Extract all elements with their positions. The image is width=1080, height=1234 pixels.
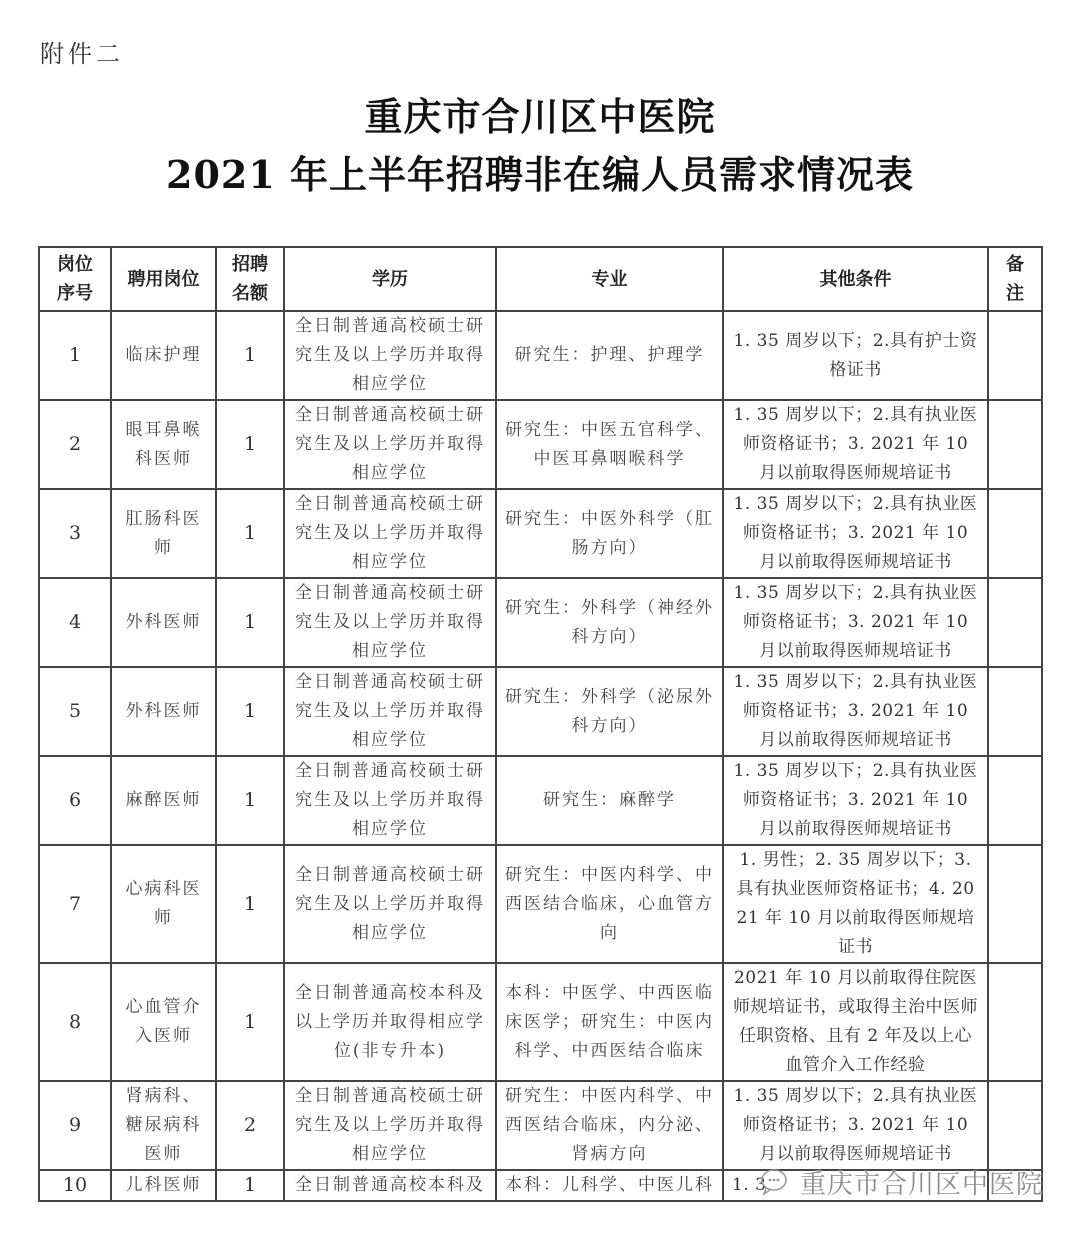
cell-major: 本科：儿科学、中医儿科 bbox=[496, 1170, 723, 1201]
cell-seq: 2 bbox=[39, 400, 111, 489]
cell-remarks bbox=[988, 963, 1042, 1081]
recruitment-requirements-table bbox=[38, 246, 1043, 1202]
cell-position: 心血管介入医师 bbox=[111, 963, 216, 1081]
cell-position: 肛肠科医师 bbox=[111, 489, 216, 578]
attachment-label: 附件二 bbox=[40, 40, 124, 68]
table-row bbox=[39, 756, 1042, 845]
table-row bbox=[39, 311, 1042, 400]
cell-position: 眼耳鼻喉科医师 bbox=[111, 400, 216, 489]
cell-education: 全日制普通高校硕士研究生及以上学历并取得相应学位 bbox=[284, 845, 496, 963]
cell-major: 研究生：中医内科学、中西医结合临床，心血管方向 bbox=[496, 845, 723, 963]
cell-conditions: 1. 3 bbox=[723, 1170, 988, 1201]
cell-major: 研究生：外科学（神经外科方向） bbox=[496, 578, 723, 667]
cell-major: 本科：中医学、中西医临床医学；研究生：中医内科学、中西医结合临床 bbox=[496, 963, 723, 1081]
cell-remarks bbox=[988, 756, 1042, 845]
cell-remarks bbox=[988, 1081, 1042, 1170]
cell-major: 研究生：中医外科学（肛肠方向） bbox=[496, 489, 723, 578]
cell-seq: 5 bbox=[39, 667, 111, 756]
cell-remarks bbox=[988, 311, 1042, 400]
cell-conditions: 2021 年 10 月以前取得住院医师规培证书，或取得主治中医师任职资格、且有 2 年及以上心血管介入工作经验 bbox=[723, 963, 988, 1081]
header-seq: 岗位 序号 bbox=[39, 247, 111, 311]
header-remarks: 备 注 bbox=[988, 247, 1042, 311]
cell-education: 全日制普通高校本科及 bbox=[284, 1170, 496, 1201]
cell-education: 全日制普通高校硕士研究生及以上学历并取得相应学位 bbox=[284, 578, 496, 667]
header-education: 学历 bbox=[284, 247, 496, 311]
cell-quota: 1 bbox=[216, 311, 284, 400]
cell-quota: 2 bbox=[216, 1081, 284, 1170]
cell-remarks bbox=[988, 845, 1042, 963]
cell-conditions: 1. 男性；2. 35 周岁以下；3.具有执业医师资格证书；4. 2021 年 10 月以前取得医师规培证书 bbox=[723, 845, 988, 963]
cell-seq: 6 bbox=[39, 756, 111, 845]
cell-quota: 1 bbox=[216, 667, 284, 756]
table-row bbox=[39, 845, 1042, 963]
cell-major: 研究生：外科学（泌尿外科方向） bbox=[496, 667, 723, 756]
cell-position: 儿科医师 bbox=[111, 1170, 216, 1201]
table-row bbox=[39, 400, 1042, 489]
table-row bbox=[39, 1081, 1042, 1170]
cell-quota: 1 bbox=[216, 963, 284, 1081]
cell-conditions: 1. 35 周岁以下；2.具有执业医师资格证书；3. 2021 年 10 月以前取得医师规培证书 bbox=[723, 667, 988, 756]
cell-seq: 1 bbox=[39, 311, 111, 400]
cell-remarks bbox=[988, 578, 1042, 667]
cell-quota: 1 bbox=[216, 756, 284, 845]
cell-major: 研究生：麻醉学 bbox=[496, 756, 723, 845]
header-major: 专业 bbox=[496, 247, 723, 311]
cell-major: 研究生：护理、护理学 bbox=[496, 311, 723, 400]
header-position: 聘用岗位 bbox=[111, 247, 216, 311]
cell-conditions: 1. 35 周岁以下；2.具有执业医师资格证书；3. 2021 年 10 月以前取得医师规培证书 bbox=[723, 400, 988, 489]
cell-remarks bbox=[988, 400, 1042, 489]
cell-major: 研究生：中医内科学、中西医结合临床，内分泌、肾病方向 bbox=[496, 1081, 723, 1170]
document-title-subject: 2021 年上半年招聘非在编人员需求情况表 bbox=[166, 152, 914, 197]
cell-education: 全日制普通高校硕士研究生及以上学历并取得相应学位 bbox=[284, 756, 496, 845]
cell-position: 肾病科、糖尿病科医师 bbox=[111, 1081, 216, 1170]
cell-conditions: 1. 35 周岁以下；2.具有执业医师资格证书；3. 2021 年 10 月以前取得医师规培证书 bbox=[723, 578, 988, 667]
wechat-icon bbox=[760, 1167, 794, 1197]
header-quota: 招聘 名额 bbox=[216, 247, 284, 311]
cell-seq: 10 bbox=[39, 1170, 111, 1201]
wechat-account-watermark bbox=[760, 1164, 1043, 1200]
cell-position: 心病科医师 bbox=[111, 845, 216, 963]
cell-quota: 1 bbox=[216, 578, 284, 667]
cell-quota: 1 bbox=[216, 1170, 284, 1201]
cell-remarks bbox=[988, 489, 1042, 578]
cell-seq: 3 bbox=[39, 489, 111, 578]
table-row bbox=[39, 578, 1042, 667]
document-title-hospital: 重庆市合川区中医院 bbox=[364, 94, 716, 139]
table-row bbox=[39, 963, 1042, 1081]
cell-seq: 9 bbox=[39, 1081, 111, 1170]
table-row bbox=[39, 667, 1042, 756]
cell-position: 外科医师 bbox=[111, 667, 216, 756]
cell-conditions: 1. 35 周岁以下；2.具有执业医师资格证书；3. 2021 年 10 月以前取得医师规培证书 bbox=[723, 756, 988, 845]
cell-education: 全日制普通高校硕士研究生及以上学历并取得相应学位 bbox=[284, 1081, 496, 1170]
cell-education: 全日制普通高校本科及以上学历并取得相应学位(非专升本) bbox=[284, 963, 496, 1081]
cell-quota: 1 bbox=[216, 400, 284, 489]
cell-position: 临床护理 bbox=[111, 311, 216, 400]
cell-seq: 4 bbox=[39, 578, 111, 667]
table-header-row bbox=[39, 247, 1042, 311]
cell-education: 全日制普通高校硕士研究生及以上学历并取得相应学位 bbox=[284, 489, 496, 578]
watermark-text: 重庆市合川区中医院 bbox=[800, 1169, 1044, 1200]
cell-quota: 1 bbox=[216, 489, 284, 578]
cell-conditions: 1. 35 周岁以下；2.具有护士资格证书 bbox=[723, 311, 988, 400]
cell-conditions: 1. 35 周岁以下；2.具有执业医师资格证书；3. 2021 年 10 月以前取得医师规培证书 bbox=[723, 489, 988, 578]
cell-seq: 8 bbox=[39, 963, 111, 1081]
cell-seq: 7 bbox=[39, 845, 111, 963]
cell-conditions: 1. 35 周岁以下；2.具有执业医师资格证书；3. 2021 年 10 月以前取得医师规培证书 bbox=[723, 1081, 988, 1170]
cell-remarks bbox=[988, 667, 1042, 756]
cell-position: 麻醉医师 bbox=[111, 756, 216, 845]
header-conditions: 其他条件 bbox=[723, 247, 988, 311]
cell-position: 外科医师 bbox=[111, 578, 216, 667]
cell-quota: 1 bbox=[216, 845, 284, 963]
table-row bbox=[39, 489, 1042, 578]
cell-major: 研究生：中医五官科学、中医耳鼻咽喉科学 bbox=[496, 400, 723, 489]
cell-education: 全日制普通高校硕士研究生及以上学历并取得相应学位 bbox=[284, 667, 496, 756]
cell-education: 全日制普通高校硕士研究生及以上学历并取得相应学位 bbox=[284, 400, 496, 489]
cell-education: 全日制普通高校硕士研究生及以上学历并取得相应学位 bbox=[284, 311, 496, 400]
